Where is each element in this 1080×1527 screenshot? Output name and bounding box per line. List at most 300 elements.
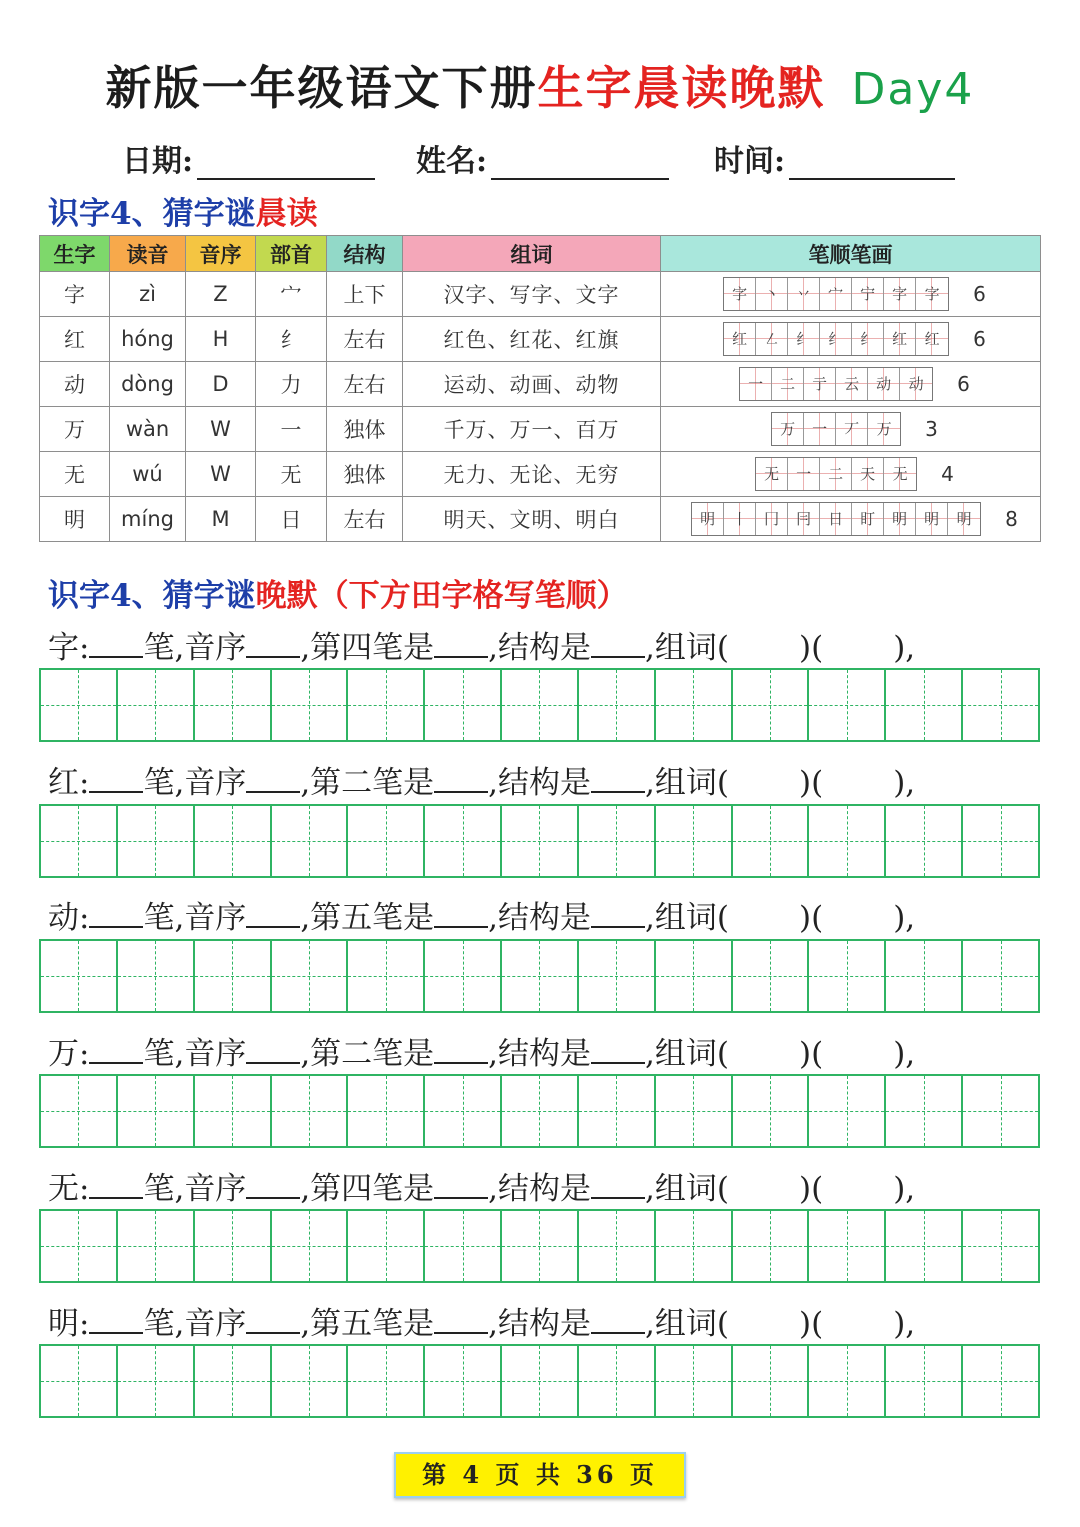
question-line (48, 892, 915, 937)
section-morning-blue: 识字4、猜字谜 (48, 196, 256, 232)
label-comma: , (645, 765, 655, 801)
label-bi: 笔, (143, 1306, 185, 1342)
row-structure: 左右 (327, 497, 403, 542)
stroke-box: 动 (868, 368, 900, 400)
question-char: 明 (48, 1306, 79, 1342)
label-mid-paren: )( (799, 1306, 824, 1342)
header-strokes: 笔顺笔画 (661, 236, 1041, 272)
tianzige-cell[interactable] (963, 670, 1038, 740)
stroke-box: 一 (740, 368, 772, 400)
initial-blank[interactable] (246, 632, 300, 658)
header-structure: 结构 (327, 236, 403, 272)
stroke-count-blank[interactable] (89, 1038, 143, 1064)
stroke-boxes (771, 412, 901, 446)
label-comma: , (645, 630, 655, 666)
info-row (122, 136, 982, 179)
tianzige-cell[interactable] (963, 941, 1038, 1011)
row-initial: W (186, 407, 256, 452)
label-mid-paren: )( (799, 1171, 824, 1207)
tianzige-cell[interactable] (118, 670, 195, 740)
row-char: 无 (40, 452, 110, 497)
tianzige-cell[interactable] (118, 1346, 195, 1416)
structure-blank[interactable] (591, 1038, 645, 1064)
tianzige-cell[interactable] (41, 1211, 118, 1281)
label-comma: , (488, 1036, 499, 1072)
tianzige-cell[interactable] (118, 1076, 195, 1146)
stroke-count-blank[interactable] (89, 767, 143, 793)
tianzige-cell[interactable] (425, 1211, 502, 1281)
tianzige-cell[interactable] (963, 1211, 1038, 1281)
stroke-box: 一 (804, 413, 836, 445)
tianzige-cell[interactable] (272, 1211, 349, 1281)
question-line (48, 622, 915, 667)
time-line[interactable] (789, 150, 955, 180)
tianzige-cell[interactable] (809, 1346, 886, 1416)
stroke-box: 字 (884, 278, 916, 310)
label-jiegou: 结构是 (498, 1171, 592, 1207)
tianzige-cell[interactable] (579, 806, 656, 876)
stroke-box: 丨 (724, 503, 756, 535)
row-radical: 纟 (256, 317, 327, 362)
row-char: 万 (40, 407, 110, 452)
question-colon: : (79, 1036, 90, 1072)
header-char: 生字 (40, 236, 110, 272)
stroke-box: 丶 (756, 278, 788, 310)
row-pinyin: zì (110, 272, 186, 317)
row-initial: D (186, 362, 256, 407)
label-zuci: 组词( (654, 1036, 729, 1072)
stroke-box: 红 (724, 323, 756, 355)
label-zuci: 组词( (654, 765, 729, 801)
date-line[interactable] (197, 150, 375, 180)
label-end-paren: ), (893, 1171, 916, 1207)
tianzige-cell[interactable] (272, 670, 349, 740)
stroke-boxes (723, 277, 949, 311)
label-bi: 笔, (143, 1171, 185, 1207)
row-structure: 左右 (327, 362, 403, 407)
tianzige-cell[interactable] (272, 1346, 349, 1416)
structure-blank[interactable] (591, 1173, 645, 1199)
tianzige-cell[interactable] (733, 670, 810, 740)
stroke-box: 一 (788, 458, 820, 490)
tianzige-cell[interactable] (886, 806, 963, 876)
stroke-box: 无 (884, 458, 916, 490)
stroke-box: 纟 (788, 323, 820, 355)
tianzige-cell[interactable] (348, 670, 425, 740)
tianzige-cell[interactable] (963, 806, 1038, 876)
row-radical: 无 (256, 452, 327, 497)
stroke-box: 亍 (804, 368, 836, 400)
label-end-paren: ), (893, 765, 916, 801)
name-line[interactable] (491, 150, 669, 180)
name-field[interactable] (416, 136, 669, 180)
label-comma: , (488, 1171, 499, 1207)
label-zuci: 组词( (654, 1171, 729, 1207)
label-zuci: 组词( (654, 1306, 729, 1342)
stroke-box: 丷 (788, 278, 820, 310)
label-comma: , (300, 1171, 311, 1207)
tianzige-grid (39, 1209, 1040, 1283)
tianzige-cell[interactable] (41, 670, 118, 740)
initial-blank[interactable] (246, 902, 300, 928)
question-line (48, 1028, 915, 1073)
tianzige-cell[interactable] (502, 670, 579, 740)
label-jiegou: 结构是 (498, 1306, 592, 1342)
section-evening-red: 晚默 (255, 578, 318, 614)
label-jiegou: 结构是 (498, 765, 592, 801)
header-radical: 部首 (256, 236, 327, 272)
label-comma: , (488, 765, 499, 801)
stroke-n-blank[interactable] (434, 1038, 488, 1064)
tianzige-cell[interactable] (733, 1076, 810, 1146)
label-yinxu: 音序 (184, 900, 247, 936)
tianzige-cell[interactable] (41, 941, 118, 1011)
label-mid-paren: )( (799, 1036, 824, 1072)
question-line (48, 757, 915, 802)
header-pinyin: 读音 (110, 236, 186, 272)
stroke-box: 万 (772, 413, 804, 445)
label-comma: , (488, 630, 499, 666)
stroke-count-blank[interactable] (89, 1308, 143, 1334)
label-end-paren: ), (893, 900, 916, 936)
question-char: 无 (48, 1171, 79, 1207)
tianzige-cell[interactable] (425, 806, 502, 876)
tianzige-cell[interactable] (963, 1076, 1038, 1146)
time-field[interactable] (714, 136, 955, 180)
label-bi: 笔, (143, 1036, 185, 1072)
stroke-box: 动 (900, 368, 932, 400)
stroke-box: 无 (756, 458, 788, 490)
tianzige-cell[interactable] (118, 941, 195, 1011)
label-end-paren: ), (893, 630, 916, 666)
row-words: 红色、红花、红旗 (403, 317, 661, 362)
initial-blank[interactable] (246, 1308, 300, 1334)
row-pinyin: wàn (110, 407, 186, 452)
tianzige-cell[interactable] (502, 1346, 579, 1416)
row-stroke-order (661, 272, 1041, 317)
tianzige-cell[interactable] (733, 806, 810, 876)
label-comma: , (645, 1306, 655, 1342)
tianzige-cell[interactable] (41, 1076, 118, 1146)
title-day: Day4 (851, 64, 975, 115)
tianzige-cell[interactable] (425, 670, 502, 740)
table-header-row (40, 236, 1041, 272)
label-stroke-n: 第四笔是 (310, 1171, 435, 1207)
tianzige-cell[interactable] (579, 670, 656, 740)
tianzige-cell[interactable] (656, 1211, 733, 1281)
tianzige-cell[interactable] (348, 1076, 425, 1146)
row-radical: 宀 (256, 272, 327, 317)
tianzige-cell[interactable] (733, 941, 810, 1011)
stroke-box: 冂 (756, 503, 788, 535)
label-yinxu: 音序 (184, 1171, 247, 1207)
section-evening-paren: （下方田字格写笔顺） (317, 578, 628, 614)
name-label: 姓名: (416, 144, 488, 179)
label-end-paren: ), (893, 1306, 916, 1342)
stroke-boxes (739, 367, 933, 401)
row-char: 红 (40, 317, 110, 362)
row-initial: W (186, 452, 256, 497)
question-colon: : (79, 765, 90, 801)
tianzige-cell[interactable] (272, 806, 349, 876)
tianzige-cell[interactable] (348, 1211, 425, 1281)
tianzige-cell[interactable] (809, 1211, 886, 1281)
tianzige-cell[interactable] (41, 806, 118, 876)
label-end-paren: ), (893, 1036, 916, 1072)
row-radical: 力 (256, 362, 327, 407)
row-words: 汉字、写字、文字 (403, 272, 661, 317)
stroke-boxes (691, 502, 981, 536)
tianzige-cell[interactable] (425, 1076, 502, 1146)
label-yinxu: 音序 (184, 630, 247, 666)
label-yinxu: 音序 (184, 1036, 247, 1072)
row-pinyin: hóng (110, 317, 186, 362)
tianzige-cell[interactable] (886, 1076, 963, 1146)
tianzige-cell[interactable] (502, 1211, 579, 1281)
tianzige-cell[interactable] (886, 1346, 963, 1416)
structure-blank[interactable] (591, 1308, 645, 1334)
question-char: 动 (48, 900, 79, 936)
stroke-boxes (755, 457, 917, 491)
tianzige-cell[interactable] (502, 941, 579, 1011)
row-pinyin: míng (110, 497, 186, 542)
stroke-box: 天 (852, 458, 884, 490)
row-pinyin: dòng (110, 362, 186, 407)
tianzige-cell[interactable] (195, 1346, 272, 1416)
time-label: 时间: (714, 144, 786, 179)
stroke-box: 字 (724, 278, 756, 310)
tianzige-cell[interactable] (195, 941, 272, 1011)
tianzige-cell[interactable] (579, 941, 656, 1011)
label-stroke-n: 第二笔是 (310, 1036, 435, 1072)
stroke-n-blank[interactable] (434, 632, 488, 658)
label-jiegou: 结构是 (498, 1036, 592, 1072)
tianzige-cell[interactable] (579, 1076, 656, 1146)
label-comma: , (300, 765, 311, 801)
row-structure: 独体 (327, 452, 403, 497)
tianzige-cell[interactable] (886, 1211, 963, 1281)
stroke-box: 纟 (820, 323, 852, 355)
question-colon: : (79, 1306, 90, 1342)
stroke-n-blank[interactable] (434, 1308, 488, 1334)
question-colon: : (79, 900, 90, 936)
tianzige-cell[interactable] (963, 1346, 1038, 1416)
tianzige-cell[interactable] (656, 1076, 733, 1146)
tianzige-cell[interactable] (886, 941, 963, 1011)
row-words: 无力、无论、无穷 (403, 452, 661, 497)
row-structure: 左右 (327, 317, 403, 362)
structure-blank[interactable] (591, 632, 645, 658)
stroke-box: 盯 (852, 503, 884, 535)
label-mid-paren: )( (799, 630, 824, 666)
tianzige-cell[interactable] (886, 670, 963, 740)
tianzige-cell[interactable] (195, 806, 272, 876)
title-part-2: 生字晨读晚默 (537, 61, 826, 115)
label-comma: , (300, 900, 311, 936)
tianzige-cell[interactable] (809, 941, 886, 1011)
page-footer: 第 4 页 共 36 页 (394, 1452, 686, 1498)
row-words: 明天、文明、明白 (403, 497, 661, 542)
tianzige-cell[interactable] (502, 806, 579, 876)
tianzige-grid (39, 939, 1040, 1013)
stroke-n-blank[interactable] (434, 1173, 488, 1199)
label-mid-paren: )( (799, 765, 824, 801)
row-stroke-order (661, 317, 1041, 362)
label-zuci: 组词( (654, 630, 729, 666)
label-zuci: 组词( (654, 900, 729, 936)
tianzige-cell[interactable] (656, 1346, 733, 1416)
label-yinxu: 音序 (184, 1306, 247, 1342)
stroke-box: 宀 (820, 278, 852, 310)
tianzige-cell[interactable] (195, 1076, 272, 1146)
table-row (40, 362, 1041, 407)
stroke-count: 3 (925, 417, 938, 441)
header-words: 组词 (403, 236, 661, 272)
label-comma: , (488, 1306, 499, 1342)
label-mid-paren: )( (799, 900, 824, 936)
row-char: 字 (40, 272, 110, 317)
label-stroke-n: 第五笔是 (310, 1306, 435, 1342)
tianzige-cell[interactable] (809, 806, 886, 876)
tianzige-cell[interactable] (348, 941, 425, 1011)
tianzige-cell[interactable] (425, 1346, 502, 1416)
tianzige-cell[interactable] (272, 1076, 349, 1146)
stroke-box: 红 (916, 323, 948, 355)
row-char: 动 (40, 362, 110, 407)
stroke-count: 6 (973, 327, 986, 351)
stroke-count: 4 (941, 462, 954, 486)
header-initial: 音序 (186, 236, 256, 272)
section-morning-heading (48, 188, 318, 233)
tianzige-cell[interactable] (579, 1346, 656, 1416)
stroke-box: 丆 (836, 413, 868, 445)
label-jiegou: 结构是 (498, 630, 592, 666)
row-stroke-order (661, 407, 1041, 452)
stroke-box: 明 (948, 503, 980, 535)
tianzige-cell[interactable] (502, 1076, 579, 1146)
stroke-count-blank[interactable] (89, 902, 143, 928)
stroke-box: 日 (820, 503, 852, 535)
label-comma: , (645, 1036, 655, 1072)
tianzige-cell[interactable] (809, 670, 886, 740)
row-structure: 独体 (327, 407, 403, 452)
stroke-box: 明 (916, 503, 948, 535)
label-bi: 笔, (143, 630, 185, 666)
question-char: 红 (48, 765, 79, 801)
row-stroke-order (661, 452, 1041, 497)
tianzige-cell[interactable] (118, 806, 195, 876)
stroke-count-blank[interactable] (89, 1173, 143, 1199)
row-radical: 一 (256, 407, 327, 452)
row-pinyin: wú (110, 452, 186, 497)
question-colon: : (79, 1171, 90, 1207)
stroke-n-blank[interactable] (434, 767, 488, 793)
row-initial: Z (186, 272, 256, 317)
stroke-count: 6 (973, 282, 986, 306)
label-stroke-n: 第五笔是 (310, 900, 435, 936)
tianzige-cell[interactable] (656, 806, 733, 876)
stroke-box: 字 (916, 278, 948, 310)
label-jiegou: 结构是 (498, 900, 592, 936)
stroke-box: 二 (820, 458, 852, 490)
tianzige-grid (39, 668, 1040, 742)
section-evening-blue: 识字4、猜字谜 (48, 578, 256, 614)
tianzige-grid (39, 1074, 1040, 1148)
label-comma: , (645, 1171, 655, 1207)
stroke-count: 8 (1005, 507, 1018, 531)
label-comma: , (645, 900, 655, 936)
structure-blank[interactable] (591, 902, 645, 928)
initial-blank[interactable] (246, 767, 300, 793)
table-row (40, 272, 1041, 317)
title-part-1: 新版一年级语文下册 (105, 61, 538, 115)
label-stroke-n: 第二笔是 (310, 765, 435, 801)
stroke-box: 纟 (852, 323, 884, 355)
tianzige-cell[interactable] (118, 1211, 195, 1281)
stroke-box: 红 (884, 323, 916, 355)
initial-blank[interactable] (246, 1038, 300, 1064)
tianzige-cell[interactable] (579, 1211, 656, 1281)
row-char: 明 (40, 497, 110, 542)
stroke-box: ㇜ (756, 323, 788, 355)
row-stroke-order (661, 497, 1041, 542)
question-colon: : (79, 630, 90, 666)
question-line (48, 1298, 915, 1343)
tianzige-cell[interactable] (656, 670, 733, 740)
table-row (40, 497, 1041, 542)
tianzige-cell[interactable] (41, 1346, 118, 1416)
stroke-n-blank[interactable] (434, 902, 488, 928)
tianzige-cell[interactable] (656, 941, 733, 1011)
stroke-box: 云 (836, 368, 868, 400)
stroke-count-blank[interactable] (89, 632, 143, 658)
tianzige-cell[interactable] (348, 1346, 425, 1416)
initial-blank[interactable] (246, 1173, 300, 1199)
structure-blank[interactable] (591, 767, 645, 793)
page-title (0, 52, 1080, 118)
tianzige-cell[interactable] (733, 1211, 810, 1281)
row-radical: 日 (256, 497, 327, 542)
character-table (39, 235, 1041, 542)
stroke-boxes (723, 322, 949, 356)
label-stroke-n: 第四笔是 (310, 630, 435, 666)
tianzige-cell[interactable] (195, 670, 272, 740)
row-initial: H (186, 317, 256, 362)
stroke-box: 万 (868, 413, 900, 445)
tianzige-cell[interactable] (348, 806, 425, 876)
label-comma: , (488, 900, 499, 936)
date-field[interactable] (122, 136, 375, 180)
section-evening-heading (48, 570, 628, 615)
section-morning-red: 晨读 (255, 196, 318, 232)
tianzige-cell[interactable] (425, 941, 502, 1011)
label-comma: , (300, 1036, 311, 1072)
row-stroke-order (661, 362, 1041, 407)
stroke-box: 明 (884, 503, 916, 535)
tianzige-cell[interactable] (809, 1076, 886, 1146)
table-row (40, 317, 1041, 362)
row-words: 千万、万一、百万 (403, 407, 661, 452)
row-structure: 上下 (327, 272, 403, 317)
tianzige-cell[interactable] (733, 1346, 810, 1416)
tianzige-cell[interactable] (272, 941, 349, 1011)
tianzige-grid (39, 1344, 1040, 1418)
question-line (48, 1163, 915, 1208)
row-initial: M (186, 497, 256, 542)
table-row (40, 452, 1041, 497)
tianzige-cell[interactable] (195, 1211, 272, 1281)
tianzige-grid (39, 804, 1040, 878)
